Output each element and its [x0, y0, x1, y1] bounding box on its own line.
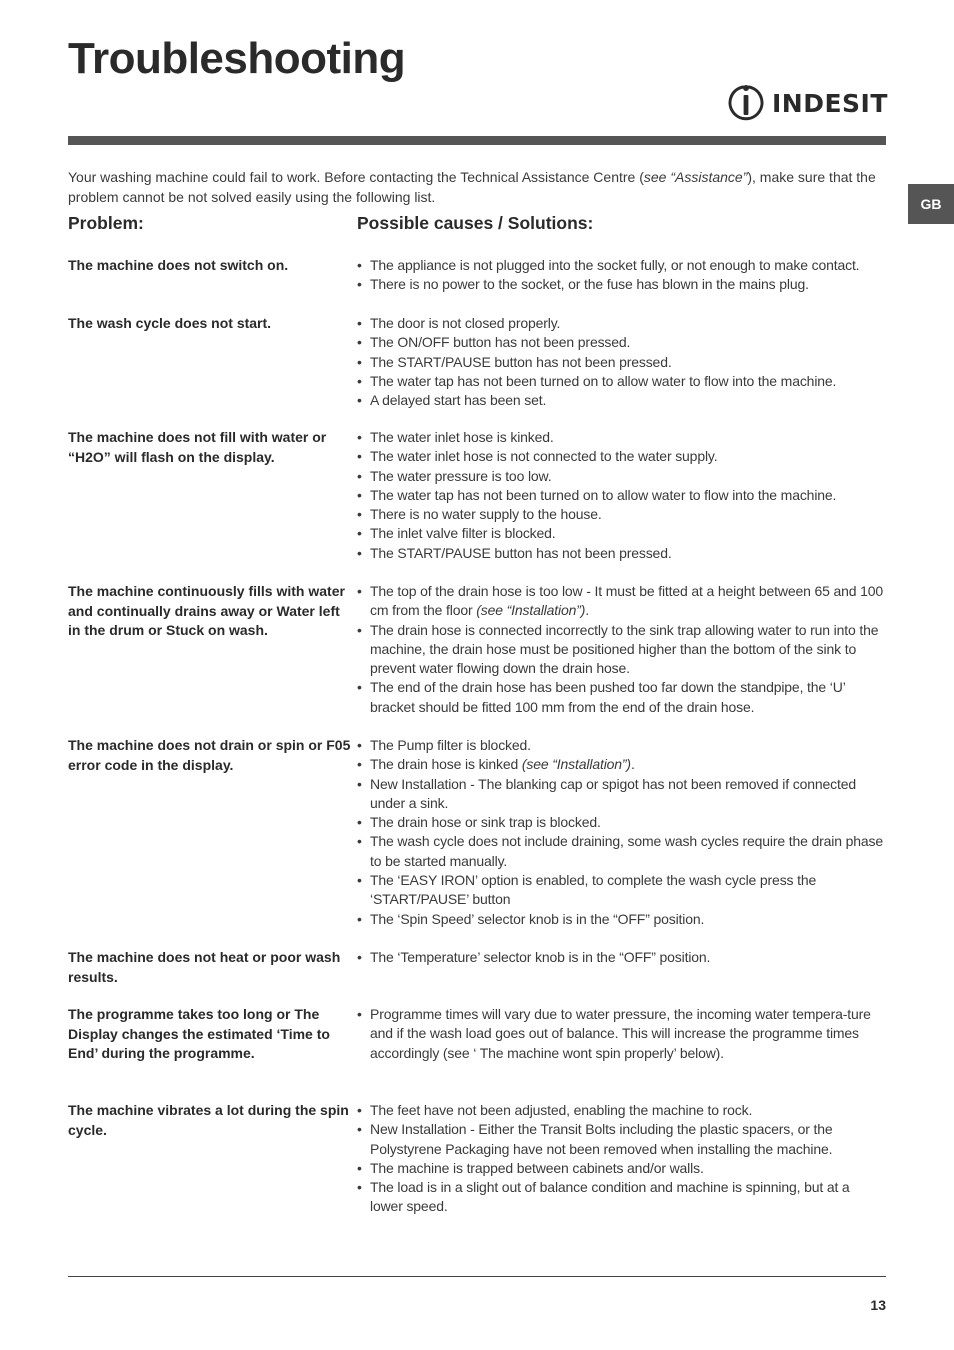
problem-text: The machine does not switch on. — [68, 257, 289, 273]
cause-item: • New Installation - Either the Transit Bolts including the plastic spacers, or the Polystyrene Packaging have not been removed when installing the machine. — [357, 1120, 886, 1159]
cause-item: • The water tap has not been turned on to allow water to flow into the machine. — [357, 372, 886, 391]
cause-item: • The machine is trapped between cabinets and/or walls. — [357, 1159, 886, 1178]
cause-item: • Programme times will vary due to water pressure, the incoming water tempera-ture and if the wash load goes out of balance. This will increase the programme times accordingly (see ‘ The machine wont spin properly’ below). — [357, 1005, 886, 1063]
causes-list — [357, 948, 886, 967]
cause-item — [357, 582, 886, 621]
cause-item: • The wash cycle does not include draining, some wash cycles require the drain phase to be started manually. — [357, 832, 886, 871]
language-tab: GB — [908, 184, 954, 224]
cause-item: • The load is in a slight out of balance condition and machine is spinning, but at a lower speed. — [357, 1178, 886, 1217]
problem-text: The machine vibrates a lot during the spin cycle. — [68, 1102, 349, 1138]
causes-list — [357, 314, 886, 410]
causes-list — [357, 1101, 886, 1217]
indesit-logo — [726, 83, 888, 123]
cause-item: • A delayed start has been set. — [357, 391, 886, 410]
cause-reference: (see “Installation”) — [521, 756, 631, 773]
cause-item: • The water pressure is too low. — [357, 467, 886, 486]
indesit-i-logo-icon — [726, 83, 766, 123]
cause-item: • The ON/OFF button has not been pressed. — [357, 333, 886, 352]
cause-item: • The inlet valve filter is blocked. — [357, 524, 886, 543]
intro-paragraph — [68, 168, 886, 207]
causes-list — [357, 582, 886, 717]
header-divider — [68, 136, 886, 145]
causes-list — [357, 256, 886, 295]
cause-item: • There is no water supply to the house. — [357, 505, 886, 524]
causes-list — [357, 1005, 886, 1063]
cause-item: • The appliance is not plugged into the socket fully, or not enough to make contact. — [357, 256, 886, 275]
cause-tail: . — [585, 602, 590, 619]
solutions-column-header: Possible causes / Solutions: — [357, 213, 594, 233]
cause-item: • The START/PAUSE button has not been pressed. — [357, 353, 886, 372]
cause-item: • The ‘Temperature’ selector knob is in the “OFF” position. — [357, 948, 886, 967]
page-number: 13 — [870, 1297, 886, 1313]
problem-text: The machine does not heat or poor wash results. — [68, 949, 341, 985]
cause-item: • New Installation - The blanking cap or spigot has not been removed if connected under a sink. — [357, 775, 886, 814]
brand-name: INDESIT — [772, 88, 888, 118]
intro-reference: see “Assistance” — [643, 169, 748, 185]
cause-item: • The ‘Spin Speed’ selector knob is in the “OFF” position. — [357, 910, 886, 929]
problem-text: The machine does not fill with water or “H2O” will flash on the display. — [68, 429, 327, 465]
cause-tail: . — [630, 756, 635, 773]
problem-text: The wash cycle does not start. — [68, 315, 272, 331]
problem-column-header: Problem: — [68, 213, 144, 233]
causes-list — [357, 428, 886, 563]
cause-item: • The water inlet hose is not connected to the water supply. — [357, 447, 886, 466]
cause-reference: (see “Installation”) — [476, 602, 586, 619]
cause-item: • The end of the drain hose has been pushed too far down the standpipe, the ‘U’ bracket should be fitted 100 mm from the end of the drain hose. — [357, 678, 886, 717]
page-title: Troubleshooting — [68, 34, 406, 83]
cause-item: • The START/PAUSE button has not been pressed. — [357, 544, 886, 563]
cause-text: The top of the drain hose is too low - It must be fitted at a height between 65 and 100 cm from the floor — [370, 583, 884, 619]
cause-item: • The Pump filter is blocked. — [357, 736, 886, 755]
cause-item: • The door is not closed properly. — [357, 314, 886, 333]
problem-text: The machine does not drain or spin or F05 error code in the display. — [68, 737, 351, 773]
cause-item: • There is no power to the socket, or the fuse has blown in the mains plug. — [357, 275, 886, 294]
cause-item: • The feet have not been adjusted, enabling the machine to rock. — [357, 1101, 886, 1120]
cause-item: • The drain hose is connected incorrectly to the sink trap allowing water to run into the machine, the drain hose must be positioned higher than the bottom of the sink to prevent water flowing down the drain hose. — [357, 621, 886, 679]
cause-item: • The water tap has not been turned on to allow water to flow into the machine. — [357, 486, 886, 505]
problem-text: The programme takes too long or The Display changes the estimated ‘Time to End’ during the programme. — [68, 1006, 330, 1061]
causes-list — [357, 736, 886, 929]
intro-after: ), make sure that the problem cannot be not solved easily using the following list. — [68, 169, 876, 205]
cause-item: • The drain hose or sink trap is blocked. — [357, 813, 886, 832]
cause-item — [357, 755, 886, 774]
footer-divider — [68, 1276, 886, 1277]
problem-text: The machine continuously fills with water and continually drains away or Water left in the drum or Stuck on wash. — [68, 583, 345, 638]
intro-before: Your washing machine could fail to work. Before contacting the Technical Assistance Centre ( — [68, 169, 644, 185]
cause-text: The drain hose is kinked — [370, 756, 522, 773]
cause-item: • The water inlet hose is kinked. — [357, 428, 886, 447]
cause-item: • The ‘EASY IRON’ option is enabled, to complete the wash cycle press the ‘START/PAUSE’ button — [357, 871, 886, 910]
